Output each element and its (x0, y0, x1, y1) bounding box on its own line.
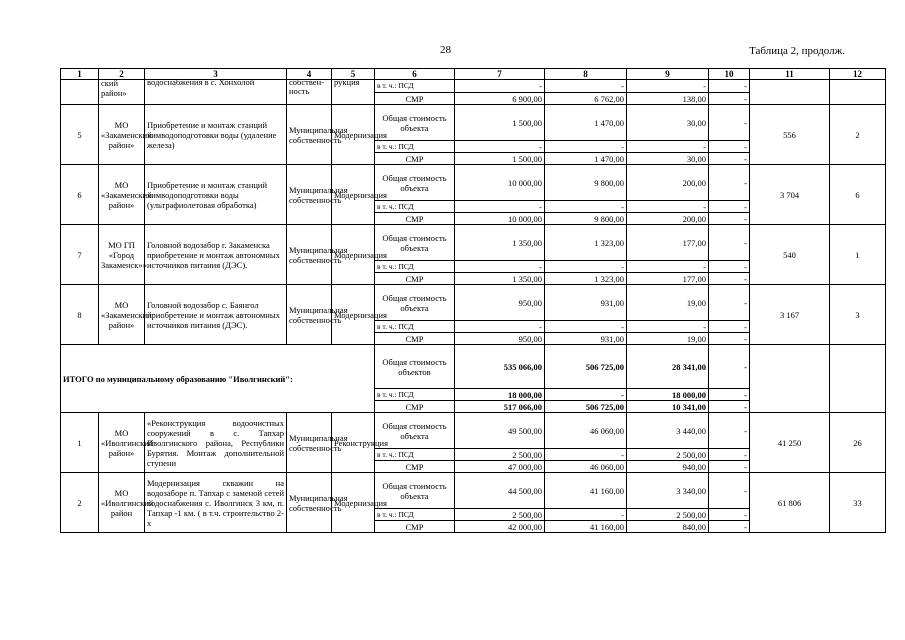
value-cell: - (455, 141, 545, 153)
value-cell: - (709, 321, 750, 333)
smr-label: СМР (375, 521, 455, 533)
ownership-cell: Муниципальная собственность (287, 165, 332, 225)
smr-label: СМР (375, 153, 455, 165)
value-cell: 177,00 (627, 225, 709, 261)
value-cell: - (709, 201, 750, 213)
header-cell: 9 (627, 69, 709, 80)
name-top-text: водоснабжения в с. Хонхолой (147, 77, 255, 87)
header-cell: 5 (332, 69, 375, 80)
value-cell: 200,00 (627, 213, 709, 225)
value-cell: - (709, 261, 750, 273)
header-cell: 1 (61, 69, 99, 80)
value-cell: 10 000,00 (455, 165, 545, 201)
value-cell: - (709, 401, 750, 413)
value-cell: 19,00 (627, 285, 709, 321)
psd-label: в т. ч.: ПСД (375, 261, 455, 273)
col11-cell: 556 (750, 105, 830, 165)
col11-cell (750, 80, 830, 105)
value-cell: - (709, 93, 750, 105)
col12-cell: 2 (830, 105, 886, 165)
value-cell: 1 470,00 (545, 153, 627, 165)
type-cell: Модернизация (332, 285, 375, 345)
own-top-text: собствен- (289, 77, 324, 87)
col12-cell: 1 (830, 225, 886, 285)
name-cell: «Реконструкция водоочистных сооружений в с. Тапхар Иволгинского района, Республики Бурятия. Монтаж дополнительной ступени (145, 413, 287, 473)
value-cell: - (545, 509, 627, 521)
table-row (61, 413, 886, 449)
num-cell: 7 (61, 225, 99, 285)
psd-label: в т. ч.: ПСД (375, 80, 455, 93)
value-cell: 10 341,00 (627, 401, 709, 413)
value-cell: - (455, 80, 545, 93)
smr-label: СМР (375, 273, 455, 285)
psd-label: в т. ч.: ПСД (375, 449, 455, 461)
value-cell: 46 060,00 (545, 413, 627, 449)
name-cell (145, 77, 287, 105)
total-label: Общая стоимость объекта (375, 285, 455, 321)
table-caption: Таблица 2, продолж. (749, 45, 845, 57)
smr-label: СМР (375, 213, 455, 225)
psd-label: в т. ч.: ПСД (375, 201, 455, 213)
col12-cell: 26 (830, 413, 886, 473)
type-cell: Модернизация (332, 473, 375, 533)
type-cell: Реконструкция (332, 413, 375, 473)
value-cell: 840,00 (627, 521, 709, 533)
name-cell: Головной водозабор г. Закаменска приобретение и монтаж автономных источников питания (ДЭС). (145, 225, 287, 285)
value-cell: 49 500,00 (455, 413, 545, 449)
header-cell: 7 (455, 69, 545, 80)
value-cell: - (709, 345, 750, 389)
type-cell: Модернизация (332, 165, 375, 225)
value-cell: 1 500,00 (455, 153, 545, 165)
total-label: Общая стоимость объекта (375, 225, 455, 261)
num-cell: 1 (61, 413, 99, 473)
name-cell: Модернизация скважин на водозаборе п. Тапхар с заменой сетей водоснабжения с. Иволгинск 3 км, п. Тапхар -1 км. ( в т.ч. строительство 2-х (145, 473, 287, 533)
value-cell: 41 160,00 (545, 521, 627, 533)
col12-cell: 33 (830, 473, 886, 533)
value-cell: - (709, 285, 750, 321)
value-cell: 9 800,00 (545, 213, 627, 225)
value-cell: - (545, 389, 627, 401)
mo-cell: МО «Закаменский район» (99, 105, 145, 165)
value-cell: - (627, 80, 709, 93)
value-cell: - (709, 461, 750, 473)
value-cell: - (709, 509, 750, 521)
mo-cell: МО «Закаменский район» (99, 165, 145, 225)
mo-cell: МО «Закаменский район» (99, 285, 145, 345)
value-cell: 6 762,00 (545, 93, 627, 105)
col11-cell: 61 806 (750, 473, 830, 533)
ownership-cell: Муниципальная собственность (287, 225, 332, 285)
header-cell: 11 (750, 69, 830, 80)
header-cell: 10 (709, 69, 750, 80)
num-cell: 8 (61, 285, 99, 345)
value-cell: 44 500,00 (455, 473, 545, 509)
value-cell: 47 000,00 (455, 461, 545, 473)
value-cell: 1 470,00 (545, 105, 627, 141)
value-cell: 2 500,00 (627, 509, 709, 521)
value-cell: 41 160,00 (545, 473, 627, 509)
value-cell: 18 000,00 (455, 389, 545, 401)
value-cell: - (709, 449, 750, 461)
psd-label: в т. ч.: ПСД (375, 509, 455, 521)
smr-label: СМР (375, 93, 455, 105)
table-row (61, 285, 886, 321)
ownership-cell: Муниципальная собственность (287, 285, 332, 345)
mo-cell: МО ГП «Город Закаменск»» (99, 225, 145, 285)
value-cell: 2 500,00 (455, 509, 545, 521)
header-cell: 12 (830, 69, 886, 80)
value-cell: 931,00 (545, 285, 627, 321)
value-cell: 1 350,00 (455, 273, 545, 285)
total-label: Общая стоимость объектов (375, 345, 455, 389)
value-cell: - (709, 273, 750, 285)
value-cell: 3 440,00 (627, 413, 709, 449)
own-bottom-text: ность (289, 86, 310, 96)
value-cell: 931,00 (545, 333, 627, 345)
value-cell: 535 066,00 (455, 345, 545, 389)
num-cell: 6 (61, 165, 99, 225)
value-cell: 940,00 (627, 461, 709, 473)
col11-cell: 3 704 (750, 165, 830, 225)
value-cell: - (545, 141, 627, 153)
value-cell: 28 341,00 (627, 345, 709, 389)
mo-top-text: ский (101, 78, 118, 88)
ownership-cell: Муниципальная собственность (287, 413, 332, 473)
col11-cell (750, 345, 830, 413)
total-label: Общая стоимость объекта (375, 473, 455, 509)
value-cell: 517 066,00 (455, 401, 545, 413)
num-cell: 5 (61, 105, 99, 165)
col12-cell (830, 80, 886, 105)
total-row-label: ИТОГО по муниципальному образованию "Иволгинский": (61, 345, 375, 413)
value-cell: - (455, 321, 545, 333)
value-cell: 950,00 (455, 285, 545, 321)
name-cell: Приобретение и монтаж станций химводоподготовки воды (удаление железа) (145, 105, 287, 165)
value-cell: - (627, 321, 709, 333)
total-row (61, 345, 886, 389)
table-row (61, 473, 886, 509)
header-cell: 4 (287, 69, 332, 80)
smr-label: СМР (375, 461, 455, 473)
value-cell: 1 323,00 (545, 273, 627, 285)
value-cell: - (709, 473, 750, 509)
table-row (61, 80, 886, 93)
value-cell: 10 000,00 (455, 213, 545, 225)
header-cell: 3 (145, 69, 287, 80)
header-cell: 8 (545, 69, 627, 80)
name-cell: Головной водозабор с. Баянгол приобретение и монтаж автономных источников питания (ДЭС). (145, 285, 287, 345)
psd-label: в т. ч.: ПСД (375, 321, 455, 333)
total-label: Общая стоимость объекта (375, 165, 455, 201)
col11-cell: 3 167 (750, 285, 830, 345)
type-cell: Модернизация (332, 105, 375, 165)
header-cell: 2 (99, 69, 145, 80)
value-cell: 3 340,00 (627, 473, 709, 509)
value-cell: - (627, 201, 709, 213)
type-top-text: рукция (334, 77, 360, 87)
col12-cell (830, 345, 886, 413)
total-label: Общая стоимость объекта (375, 413, 455, 449)
value-cell: - (545, 201, 627, 213)
value-cell: - (709, 225, 750, 261)
value-cell: - (455, 201, 545, 213)
smr-label: СМР (375, 401, 455, 413)
value-cell: 200,00 (627, 165, 709, 201)
value-cell: - (545, 321, 627, 333)
page-number: 28 (440, 44, 451, 56)
value-cell: 19,00 (627, 333, 709, 345)
col11-cell: 41 250 (750, 413, 830, 473)
value-cell: 6 900,00 (455, 93, 545, 105)
value-cell: - (709, 105, 750, 141)
psd-label: в т. ч.: ПСД (375, 389, 455, 401)
value-cell: 1 350,00 (455, 225, 545, 261)
value-cell: 506 725,00 (545, 401, 627, 413)
value-cell: - (709, 153, 750, 165)
value-cell: - (627, 261, 709, 273)
value-cell: - (545, 449, 627, 461)
value-cell: 46 060,00 (545, 461, 627, 473)
value-cell: 42 000,00 (455, 521, 545, 533)
num-cell: 2 (61, 473, 99, 533)
mo-cell (99, 80, 145, 105)
ownership-cell: Муниципальная собственность (287, 473, 332, 533)
num-cell (61, 80, 99, 105)
value-cell: 950,00 (455, 333, 545, 345)
total-label: Общая стоимость объекта (375, 105, 455, 141)
mo-bottom-text: район» (101, 88, 127, 98)
value-cell: - (545, 261, 627, 273)
smr-label: СМР (375, 333, 455, 345)
value-cell: - (545, 80, 627, 93)
value-cell: - (709, 389, 750, 401)
header-cell: 6 (375, 69, 455, 80)
name-cell: Приобретение и монтаж станций химводоподготовки воды (ультрафиолетовая обработка) (145, 165, 287, 225)
col11-cell: 540 (750, 225, 830, 285)
mo-cell: МО «Иволгинский район» (99, 413, 145, 473)
value-cell: 506 725,00 (545, 345, 627, 389)
type-cell (332, 77, 375, 105)
value-cell: 2 500,00 (627, 449, 709, 461)
ownership-cell: Муниципальная собственность (287, 105, 332, 165)
table-row (61, 165, 886, 201)
value-cell: - (709, 165, 750, 201)
table-row (61, 105, 886, 141)
value-cell: - (709, 413, 750, 449)
value-cell: 9 800,00 (545, 165, 627, 201)
value-cell: 1 323,00 (545, 225, 627, 261)
value-cell: - (709, 141, 750, 153)
table-row (61, 225, 886, 261)
mo-cell: МО «Иволгинский район (99, 473, 145, 533)
value-cell: 138,00 (627, 93, 709, 105)
value-cell: 2 500,00 (455, 449, 545, 461)
value-cell: 30,00 (627, 153, 709, 165)
value-cell: 1 500,00 (455, 105, 545, 141)
ownership-cell (287, 77, 332, 105)
value-cell: - (709, 213, 750, 225)
col12-cell: 6 (830, 165, 886, 225)
value-cell: 18 000,00 (627, 389, 709, 401)
type-cell: Модернизация (332, 225, 375, 285)
psd-label: в т. ч.: ПСД (375, 141, 455, 153)
value-cell: - (627, 141, 709, 153)
investment-table (60, 68, 886, 533)
value-cell: - (455, 261, 545, 273)
value-cell: 177,00 (627, 273, 709, 285)
col12-cell: 3 (830, 285, 886, 345)
value-cell: 30,00 (627, 105, 709, 141)
value-cell: - (709, 521, 750, 533)
value-cell: - (709, 333, 750, 345)
value-cell: - (709, 80, 750, 93)
